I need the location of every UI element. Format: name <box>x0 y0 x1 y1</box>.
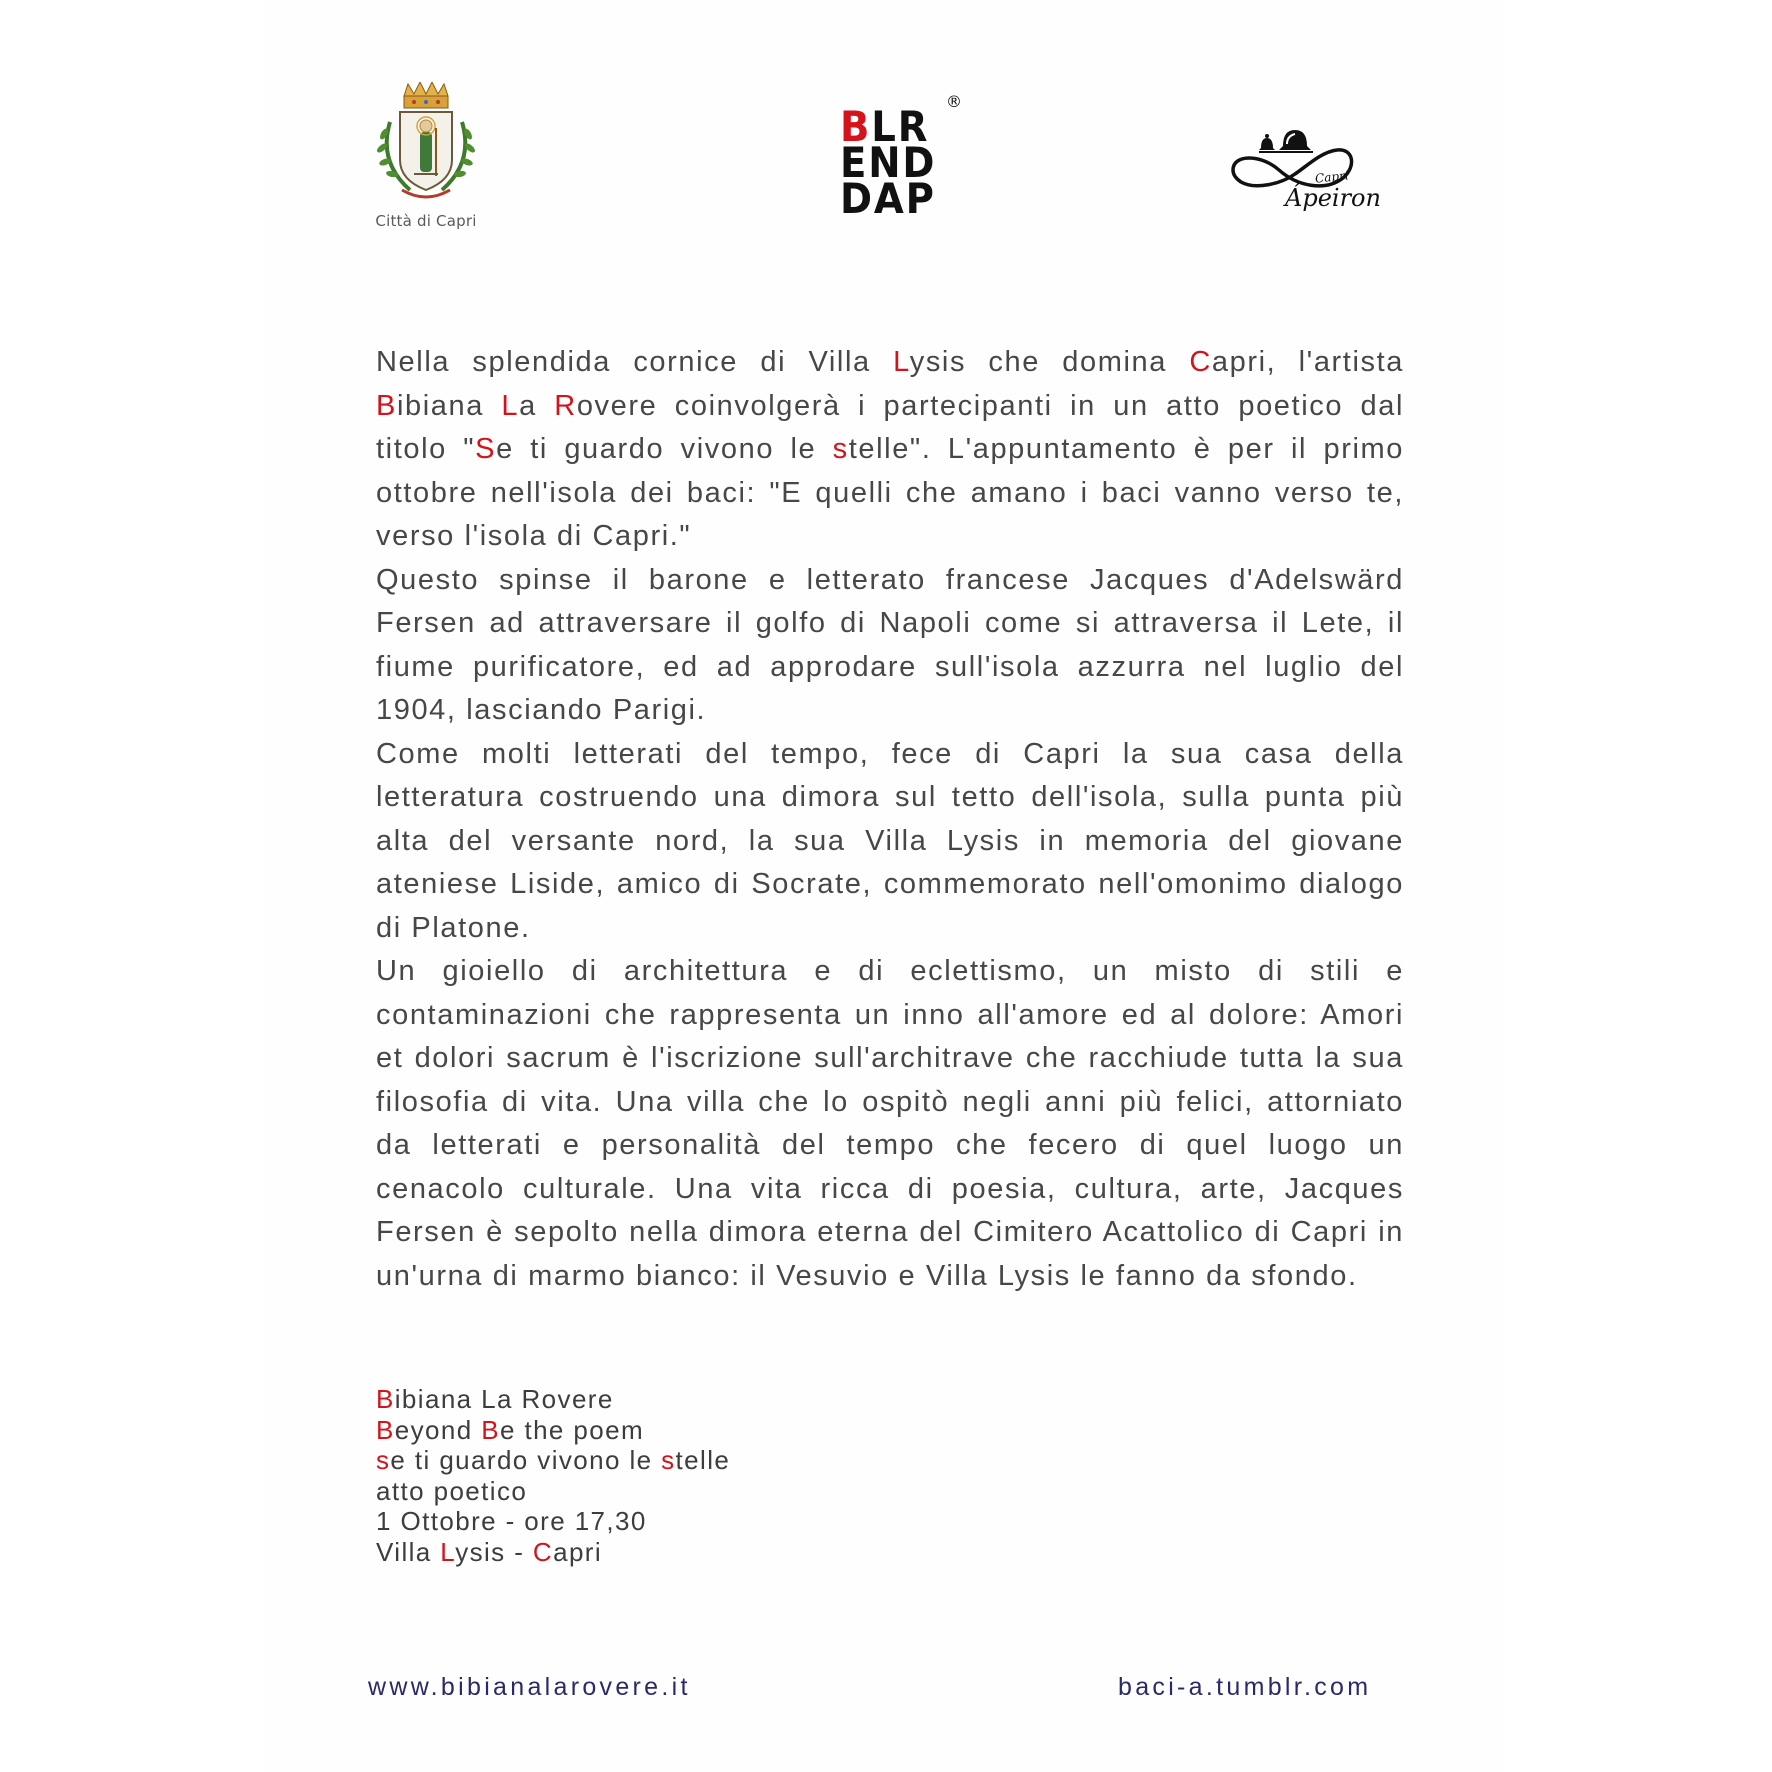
accent-letter: B <box>376 389 397 422</box>
registered-mark: ® <box>946 92 962 111</box>
accent-letter: B <box>376 1414 395 1445</box>
accent-letter: B <box>376 1384 395 1414</box>
paragraph: Un gioiello di architettura e di eclettismo, un misto di stili e contaminazioni che rappresenta un inno all'amore ed al dolore: Amori et dolori sacrum è l'iscrizione sull'architrave che racchiude tutta la sua filosofia di vita. Una villa che lo ospitò negli anni più felici, attorniato da letterati e personalità del tempo che fecero di quel luogo un cenacolo culturale. Una vita ricca di poesia, cultura, arte, Jacques Fersen è sepolto nella dimora eterna del Cimitero Acattolico di Capri in un'urna di marmo bianco: il Vesuvio e Villa Lysis le fanno da sfondo. <box>376 955 1404 1292</box>
article-body <box>376 341 1404 1298</box>
accent-letter: L <box>893 346 910 378</box>
accent-letter: R <box>554 389 577 422</box>
accent-letter: s <box>376 1445 391 1475</box>
website-link[interactable]: www.bibianalarovere.it <box>368 1673 691 1701</box>
blr-end-dap-logo <box>840 92 960 222</box>
event-location: Villa Lysis - Capri <box>376 1536 603 1567</box>
accent-letter: C <box>532 1536 554 1567</box>
apeiron-big-text: Ápeiron <box>1285 184 1381 212</box>
project-title: Beyond Be the poem <box>376 1414 645 1445</box>
capri-coat-of-arms-icon <box>370 82 482 212</box>
paragraph: Nella splendida cornice di Villa Lysis che domina Capri, l'artista Bibiana La Rovere coinvolgerà i partecipanti in un atto poetico dal titolo "Se ti guardo vivono le stelle". L'appuntamento è per il primo ottobre nell'isola dei baci: "E quelli che amano i baci vanno verso te, verso l'isola di Capri." <box>376 346 1404 552</box>
capri-apeiron-logo <box>1225 118 1381 228</box>
accent-letter: L <box>440 1536 456 1567</box>
citta-di-capri-logo <box>370 82 482 232</box>
accent-letter: C <box>1189 346 1212 378</box>
blr-line-3: DAP <box>840 174 936 223</box>
artist-name: Bibiana La Rovere <box>376 1384 614 1414</box>
paragraph: Questo spinse il barone e letterato francese Jacques d'Adelswärd Fersen ad attraversare il golfo di Napoli come si attraversa il Lete, il fiume purificatore, ed ad approdare sull'isola azzurra nel luglio del 1904, lasciando Parigi. <box>376 563 1404 726</box>
capri-logo-caption: Città di Capri <box>375 212 477 230</box>
event-datetime: 1 Ottobre - ore 17,30 <box>376 1506 647 1536</box>
apeiron-small-text: Capri <box>1314 168 1350 186</box>
event-title: se ti guardo vivono le stelle <box>376 1445 731 1475</box>
blr-line-2: END <box>840 138 937 187</box>
accent-letter: B <box>481 1414 500 1445</box>
paragraph: Come molti letterati del tempo, fece di Capri la sua casa della letteratura costruendo una dimora sul tetto dell'isola, sulla punta più alta del versante nord, la sua Villa Lysis in memoria del giovane ateniese Liside, amico di Socrate, commemorato nell'omonimo dialogo di Platone. <box>376 737 1404 944</box>
blr-line-1: BLR <box>840 102 930 151</box>
accent-letter: S <box>475 433 497 465</box>
accent-letter: s <box>832 433 849 465</box>
accent-letter: L <box>501 389 520 422</box>
event-type: atto poetico <box>376 1475 528 1506</box>
event-details <box>376 1384 1076 1567</box>
accent-letter: s <box>661 1445 676 1475</box>
tumblr-link[interactable]: baci-a.tumblr.com <box>1118 1673 1372 1701</box>
